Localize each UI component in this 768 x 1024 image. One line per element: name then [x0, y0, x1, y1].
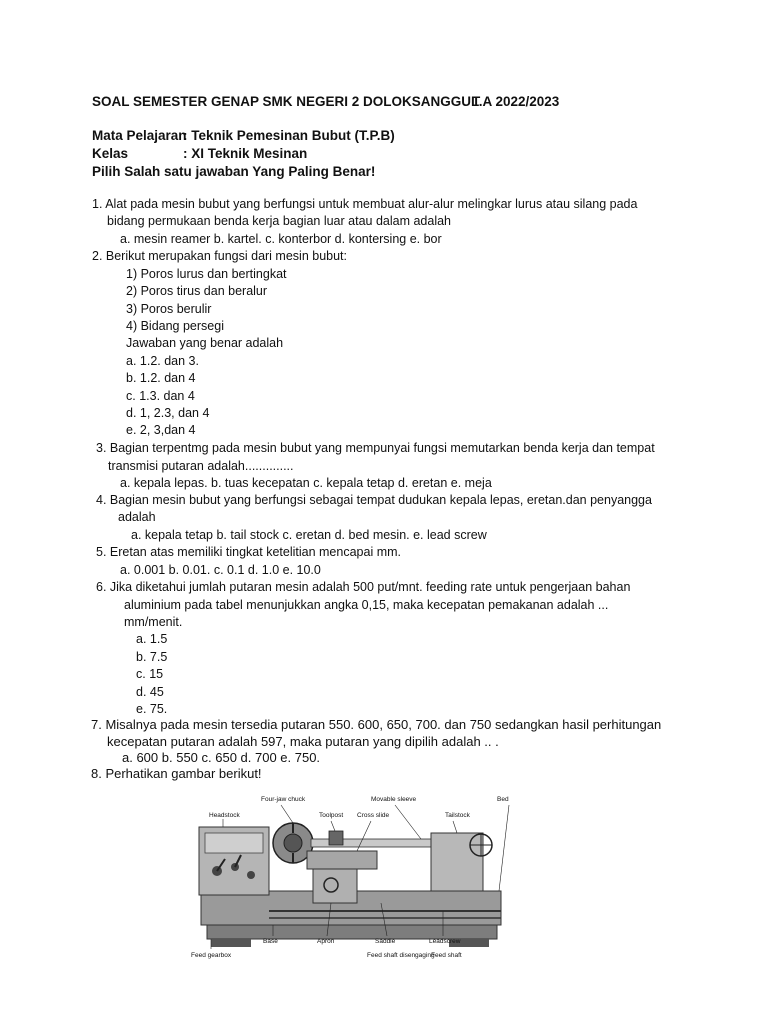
- label-base: Base: [263, 938, 278, 945]
- q5-line1: 5. Eretan atas memiliki tingkat ketelitian mencapai mm.: [96, 545, 401, 559]
- q2-prompt: Jawaban yang benar adalah: [126, 336, 284, 350]
- q3-options: a. kepala lepas. b. tuas kecepatan c. kepala tetap d. eretan e. meja: [120, 476, 492, 490]
- subject-label: Mata Pelajaran: [92, 128, 187, 143]
- q3-line1: 3. Bagian terpentmg pada mesin bubut yang mempunyai fungsi memutarkan benda kerja dan tempat: [96, 441, 655, 455]
- label-four-jaw-chuck: Four-jaw chuck: [261, 796, 306, 803]
- label-saddle: Saddle: [375, 938, 396, 945]
- q4-line2: adalah: [118, 510, 156, 524]
- instruction: Pilih Salah satu jawaban Yang Paling Benar!: [92, 164, 376, 179]
- q2-item: 1) Poros lurus dan bertingkat: [126, 267, 287, 281]
- label-apron: Apron: [317, 938, 335, 945]
- q4-line1: 4. Bagian mesin bubut yang berfungsi sebagai tempat dudukan kepala lepas, eretan.dan penyangga: [96, 493, 652, 507]
- label-movable-sleeve: Movable sleeve: [371, 796, 417, 803]
- q6-option: a. 1.5: [136, 632, 168, 646]
- label-feed-shaft-disengaging: Feed shaft disengaging: [367, 952, 435, 959]
- q6-option: e. 75.: [136, 702, 168, 716]
- academic-year: T.A 2022/2023: [472, 94, 560, 109]
- q4-options: a. kepala tetap b. tail stock c. eretan d. bed mesin. e. lead screw: [131, 528, 487, 542]
- q5-options: a. 0.001 b. 0.01. c. 0.1 d. 1.0 e. 10.0: [120, 563, 321, 577]
- q3-line2: transmisi putaran adalah..............: [108, 459, 294, 473]
- lathe-diagram: [181, 793, 525, 962]
- q6-option: c. 15: [136, 667, 164, 681]
- label-tailstock: Tailstock: [445, 812, 470, 819]
- q7-line2: kecepatan putaran adalah 597, maka putaran yang dipilih adalah .. .: [107, 734, 499, 749]
- q2-option: a. 1.2. dan 3.: [126, 354, 199, 368]
- label-feed-shaft: Feed shaft: [431, 952, 462, 959]
- label-bed: Bed: [497, 796, 509, 803]
- label-toolpost: Toolpost: [319, 812, 344, 819]
- label-headstock: Headstock: [209, 812, 240, 819]
- q2-line1: 2. Berikut merupakan fungsi dari mesin bubut:: [92, 249, 347, 263]
- q2-option: d. 1, 2.3, dan 4: [126, 406, 210, 420]
- q2-item: 3) Poros berulir: [126, 302, 212, 316]
- label-feed-gearbox: Feed gearbox: [191, 952, 232, 959]
- q6-option: d. 45: [136, 685, 164, 699]
- label-cross-slide: Cross slide: [357, 812, 390, 819]
- q7-options: a. 600 b. 550 c. 650 d. 700 e. 750.: [122, 750, 321, 765]
- q6-line2: aluminium pada tabel menunjukkan angka 0,15, maka kecepatan pemakanan adalah ...: [124, 598, 609, 612]
- q2-option: c. 1.3. dan 4: [126, 389, 195, 403]
- q1-options: a. mesin reamer b. kartel. c. konterbor d. kontersing e. bor: [120, 232, 442, 246]
- q2-item: 2) Poros tirus dan beralur: [126, 284, 268, 298]
- q6-line3: mm/menit.: [124, 615, 183, 629]
- q1-line2: bidang permukaan benda kerja bagian luar atau dalam adalah: [107, 214, 452, 228]
- q7-line1: 7. Misalnya pada mesin tersedia putaran 550. 600, 650, 700. dan 750 sedangkan hasil perhitungan: [91, 717, 662, 732]
- label-leadscrew: Leadscrew: [429, 938, 461, 945]
- class-label: Kelas: [92, 146, 129, 161]
- q2-item: 4) Bidang persegi: [126, 319, 224, 333]
- q1-line1: 1. Alat pada mesin bubut yang berfungsi untuk membuat alur-alur melingkar lurus atau silang pada: [92, 197, 638, 211]
- q6-option: b. 7.5: [136, 650, 168, 664]
- q2-option: e. 2, 3,dan 4: [126, 423, 196, 437]
- exam-title: SOAL SEMESTER GENAP SMK NEGERI 2 DOLOKSANGGUL: [92, 94, 480, 109]
- subject-value: : Teknik Pemesinan Bubut (T.P.B): [183, 128, 395, 143]
- class-value: : XI Teknik Mesinan: [183, 146, 308, 161]
- q6-line1: 6. Jika diketahui jumlah putaran mesin adalah 500 put/mnt. feeding rate untuk pengerjaan bahan: [96, 580, 631, 594]
- q2-option: b. 1.2. dan 4: [126, 371, 196, 385]
- q8-line1: 8. Perhatikan gambar berikut!: [91, 766, 262, 781]
